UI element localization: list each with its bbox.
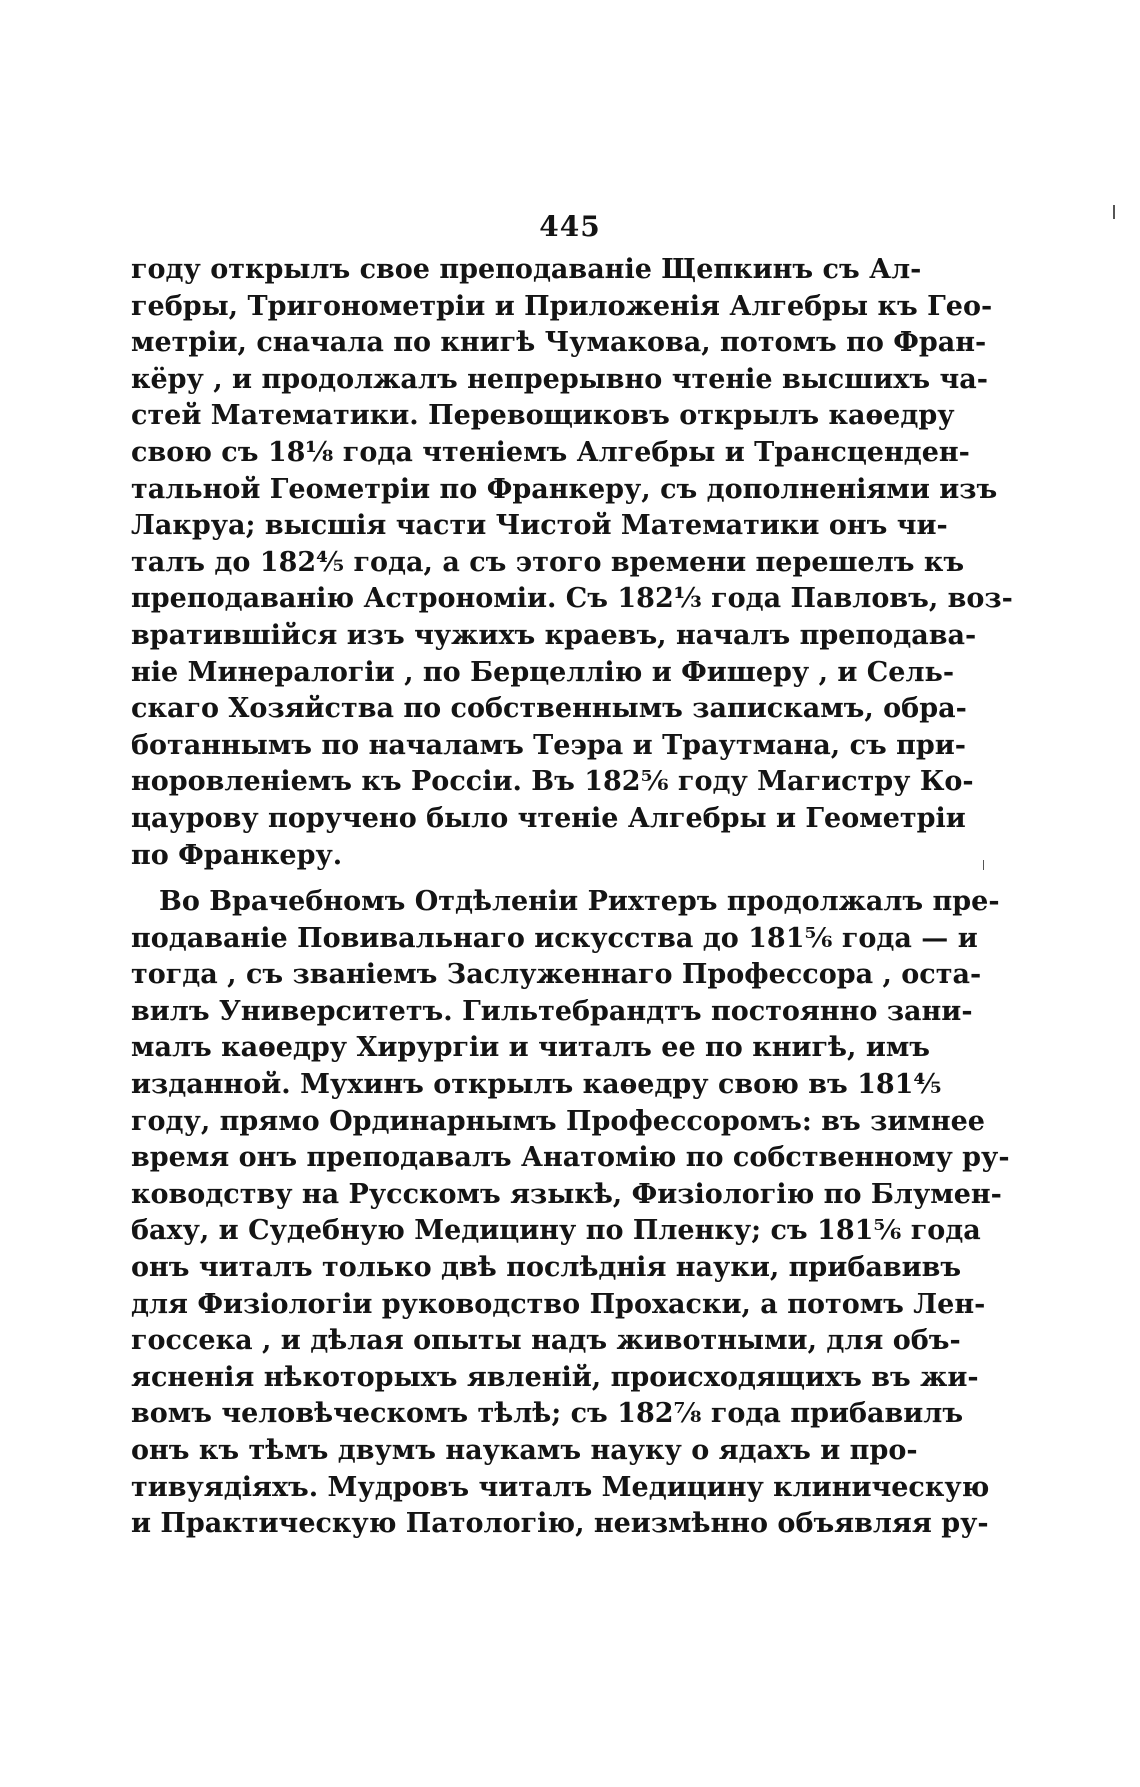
text-line: тогда , съ званіемъ Заслуженнаго Профессора , оста-: [131, 959, 982, 991]
text-line: цаурову поручено было чтеніе Алгебры и Геометріи: [131, 802, 966, 834]
text-line: стей Математики. Перевощиковъ открылъ каѳедру: [131, 400, 955, 432]
text-line: вомъ человѣческомъ тѣлѣ; съ 182⅞ года прибавилъ: [131, 1398, 964, 1430]
text-line: Во Врачебномъ Отдѣленіи Рихтеръ продолжалъ пре-: [159, 886, 1000, 918]
text-line: свою съ 18⅛ года чтеніемъ Алгебры и Трансценден-: [131, 436, 970, 468]
text-line: году, прямо Ординарнымъ Профессоромъ: въ зимнее: [131, 1105, 985, 1137]
text-column: [131, 252, 1013, 1543]
text-line: тальной Геометріи по Франкеру, съ дополненіями изъ: [131, 473, 998, 505]
text-line: ніе Минералогіи , по Берцеллію и Фишеру , и Сель-: [131, 656, 955, 688]
text-line: ботаннымъ по началамъ Теэра и Траутмана, съ при-: [131, 729, 966, 761]
paragraph-2: [131, 884, 1010, 1543]
text-line: изданной. Мухинъ открылъ каѳедру свою въ 181⅘: [131, 1069, 942, 1101]
text-line: Лакруа; высшія части Чистой Математики онъ чи-: [131, 510, 948, 542]
text-line: баху, и Судебную Медицину по Пленку; съ 181⅚ года: [131, 1215, 981, 1247]
text-line: по Франкеру.: [131, 839, 343, 871]
text-line: и Практическую Патологію, неизмѣнно объявляя ру-: [131, 1508, 989, 1540]
text-line: вилъ Университетъ. Гильтебрандтъ постоянно зани-: [131, 995, 973, 1027]
page-number: 445: [539, 210, 601, 243]
text-line: для Физіологіи руководство Прохаски, а потомъ Лен-: [131, 1288, 986, 1320]
text-line: преподаванію Астрономіи. Съ 182⅓ года Павловъ, воз-: [131, 583, 1013, 615]
text-line: году открылъ свое преподаваніе Щепкинъ съ Ал-: [131, 254, 922, 285]
text-line: тивуядіяхъ. Мудровъ читалъ Медицину клиническую: [131, 1471, 990, 1503]
text-line: госсека , и дѣлая опыты надъ животными, для объ-: [131, 1325, 961, 1357]
text-line: онъ къ тѣмъ двумъ наукамъ науку о ядахъ и про-: [131, 1435, 918, 1466]
text-line: скаго Хозяйства по собственнымъ запискамъ, обра-: [131, 693, 967, 725]
scan-mark: [983, 860, 984, 870]
text-line: кёру , и продолжалъ непрерывно чтеніе высшихъ ча-: [131, 363, 988, 395]
text-line: малъ каѳедру Хирургіи и читалъ ее по книгѣ, имъ: [131, 1032, 931, 1064]
text-line: онъ читалъ только двѣ послѣднія науки, прибавивъ: [131, 1252, 962, 1284]
text-line: ководству на Русскомъ языкѣ, Физіологію по Блумен-: [131, 1178, 1002, 1210]
text-line: подаваніе Повивальнаго искусства до 181⅚ года — и: [131, 922, 978, 954]
paragraph-gap: [131, 874, 808, 884]
paragraph-1: [131, 252, 1013, 874]
text-line: ясненія нѣкоторыхъ явленій, происходящихъ въ жи-: [131, 1361, 979, 1393]
text-line: вратившійся изъ чужихъ краевъ, началъ преподава-: [131, 619, 977, 651]
text-line: метріи, сначала по книгѣ Чумакова, потомъ по Фран-: [131, 327, 987, 359]
scan-mark: [1113, 205, 1115, 219]
text-line: норовленіемъ къ Россіи. Въ 182⅚ году Магистру Ко-: [131, 766, 974, 798]
text-line: гебры, Тригонометріи и Приложенія Алгебры къ Гео-: [131, 290, 993, 322]
text-line: талъ до 182⅘ года, а съ этого времени перешелъ къ: [131, 546, 965, 578]
text-line: время онъ преподавалъ Анатомію по собственному ру-: [131, 1142, 1010, 1174]
